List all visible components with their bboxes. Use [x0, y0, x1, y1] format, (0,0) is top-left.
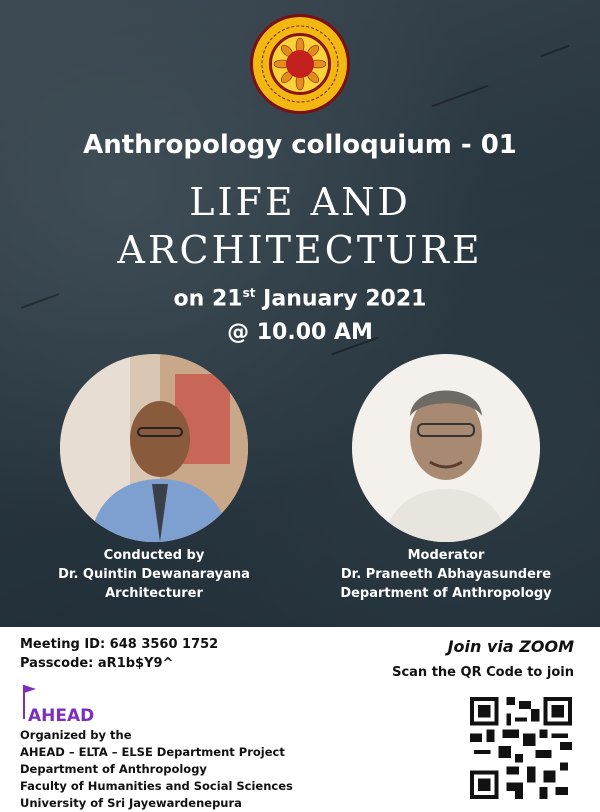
conductor-info: [24, 546, 284, 603]
conductor-name: Dr. Quintin Dewanarayana: [58, 567, 250, 582]
event-title-line1: LIFE AND: [189, 180, 411, 224]
organizer-line1: Organized by the: [20, 728, 132, 742]
organizer-line4: Faculty of Humanities and Social Sciences: [20, 779, 293, 793]
meeting-id: Meeting ID: 648 3560 1752: [20, 637, 219, 652]
moderator-info: [316, 546, 576, 603]
organizer-line2: AHEAD – ELTA – ELSE Department Project: [20, 745, 285, 759]
poster-footer: [0, 627, 600, 810]
meeting-passcode: Passcode: aR1b$Y9^: [20, 656, 174, 671]
ahead-logo: [20, 683, 110, 729]
conductor-role: Conducted by: [103, 548, 205, 563]
organizer-line3: Department of Anthropology: [20, 762, 207, 776]
seal-center-icon: [286, 50, 314, 78]
seal-lotus-icon: [269, 33, 331, 95]
ahead-logo-text: AHEAD: [28, 706, 95, 725]
scan-qr-label: Scan the QR Code to join: [392, 665, 574, 680]
texture-streak: [431, 85, 488, 107]
date-prefix: on 21: [173, 286, 243, 312]
moderator-role: Moderator: [407, 548, 485, 563]
event-title-line2: ARCHITECTURE: [117, 228, 483, 272]
organizer-line5: University of Sri Jayewardenepura: [20, 796, 242, 810]
moderator-name: Dr. Praneeth Abhayasundere: [340, 567, 552, 582]
join-zoom-label: Join via ZOOM: [447, 637, 574, 656]
organizer-block: [20, 727, 293, 812]
zoom-qr-code-icon[interactable]: [470, 697, 572, 799]
date-superscript: st: [242, 286, 256, 300]
conductor-photo: [60, 354, 248, 542]
date-suffix: January 2021: [255, 286, 427, 312]
event-time: @ 10.00 AM: [227, 320, 373, 345]
moderator-photo: [352, 354, 540, 542]
moderator-title: Department of Anthropology: [340, 586, 552, 601]
meeting-details: [20, 635, 218, 673]
conductor-title: Architecturer: [105, 586, 203, 601]
colloquium-label: Anthropology colloquium - 01: [83, 130, 517, 160]
texture-streak: [541, 45, 570, 57]
university-seal-logo: [250, 14, 350, 114]
event-date: [0, 286, 600, 311]
